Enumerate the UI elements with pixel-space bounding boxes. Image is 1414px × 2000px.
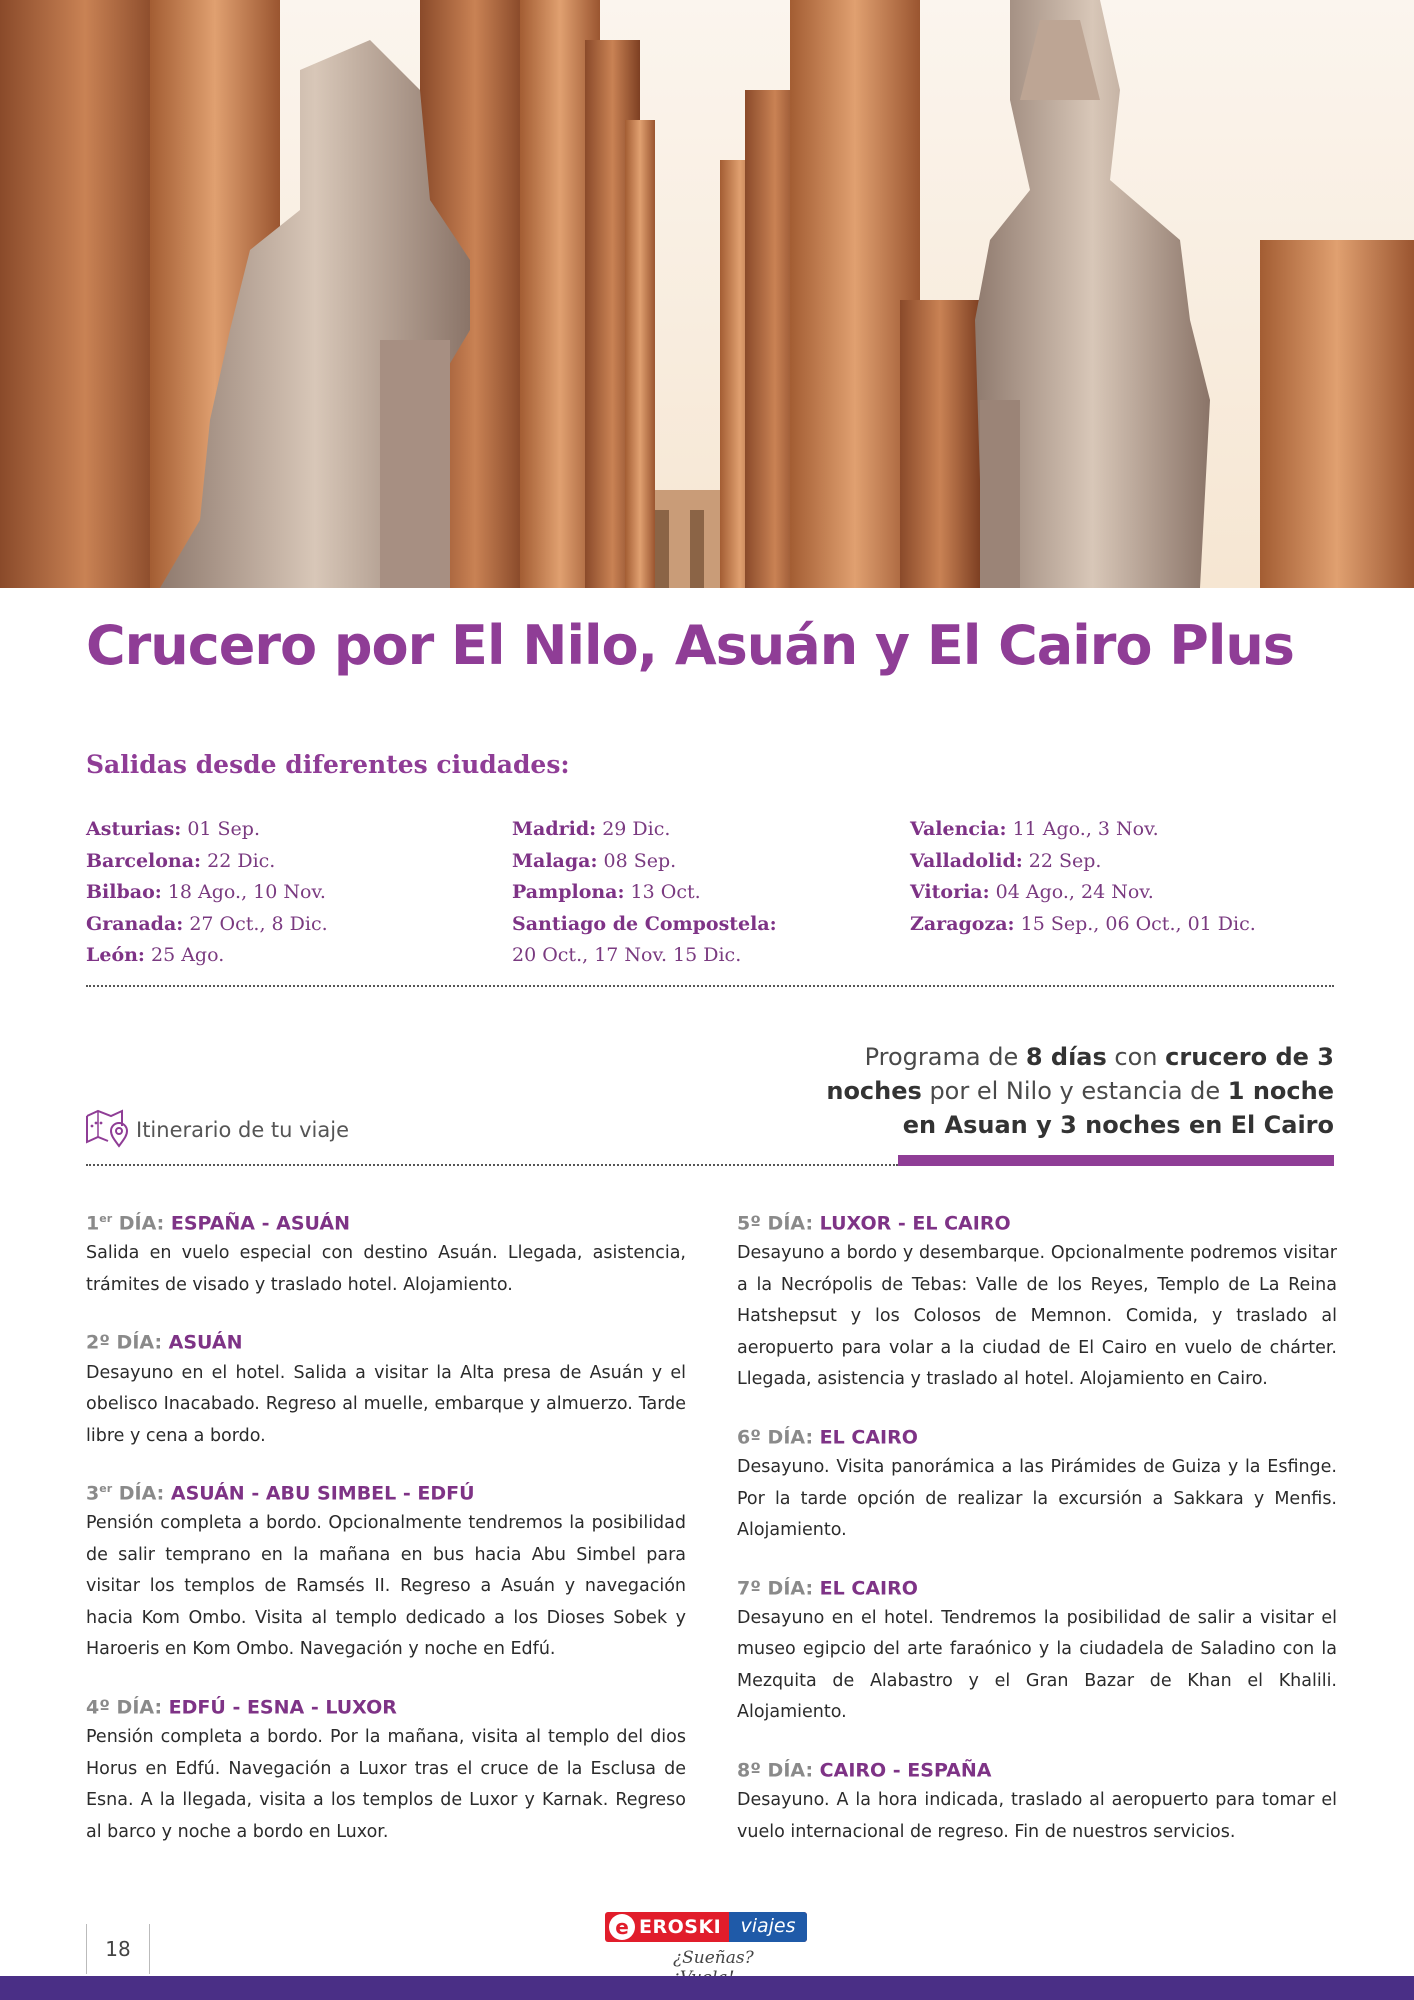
day-entry xyxy=(86,1204,686,1301)
day-description: Pensión completa a bordo. Opcionalmente tendremos la posibilidad de salir temprano en la mañana en bus hacia Abu Simbel para visitar los templos de Ramsés II. Regreso a Asuán y navegación hacia Kom Ombo. Visita al templo dedicado a los Dioses Sobek y Haroeris en Kom Ombo. Navegación y noche en Edfú. xyxy=(86,1513,686,1660)
departure-row: Malaga: 08 Sep. xyxy=(512,849,677,872)
departure-row: Santiago de Compostela: xyxy=(512,912,777,935)
logo-brand: EROSKI xyxy=(639,1916,722,1938)
day-entry xyxy=(86,1474,686,1666)
departure-row: León: 25 Ago. xyxy=(86,944,225,966)
hero-photo xyxy=(0,0,1414,588)
divider xyxy=(86,985,1334,987)
departure-row: Barcelona: 22 Dic. xyxy=(86,849,276,872)
eroski-viajes-logo xyxy=(605,1912,815,1976)
day-title: 3er DÍA: ASUÁN - ABU SIMBEL - EDFÚ xyxy=(86,1482,475,1505)
day-description: Desayuno en el hotel. Tendremos la posibilidad de salir a visitar el museo egipcio del arte faraónico y la ciudadela de Saladino con la Mezquita de Alabastro y el Gran Bazar de Khan el Khalili. Alojamiento. xyxy=(737,1607,1337,1723)
day-entry xyxy=(737,1418,1337,1547)
departure-row: Asturias: 01 Sep. xyxy=(86,818,260,840)
program-summary: Programa de 8 días con crucero de 3 noches por el Nilo y estancia de 1 noche en Asuan y 3 noches en El Cairo xyxy=(826,1043,1334,1139)
day-entry xyxy=(86,1323,686,1452)
day-description: Desayuno. A la hora indicada, traslado al aeropuerto para tomar el vuelo internacional de regreso. Fin de nuestros servicios. xyxy=(737,1790,1337,1842)
day-entry xyxy=(86,1688,686,1848)
departure-row: Bilbao: 18 Ago., 10 Nov. xyxy=(86,881,326,903)
day-title: 6º DÍA: EL CAIRO xyxy=(737,1426,918,1449)
departures-column-1 xyxy=(86,814,328,972)
departure-row: Vitoria: 04 Ago., 24 Nov. xyxy=(910,881,1154,903)
map-pin-icon xyxy=(84,1108,130,1152)
day-title: 2º DÍA: ASUÁN xyxy=(86,1331,243,1354)
day-description: Pensión completa a bordo. Por la mañana, visita al templo del dios Horus en Edfú. Navegación a Luxor tras el cruce de la Esclusa de Esna. A la llegada, visita a los templos de Luxor y Karnak. Regreso al barco y noche a bordo en Luxor. xyxy=(86,1727,686,1842)
day-title: 4º DÍA: EDFÚ - ESNA - LUXOR xyxy=(86,1696,397,1719)
page-title: Crucero por El Nilo, Asuán y El Cairo Plus xyxy=(86,614,1294,677)
departures-heading: Salidas desde diferentes ciudades: xyxy=(86,750,570,779)
logo-sub: viajes xyxy=(729,1912,807,1942)
day-description: Desayuno en el hotel. Salida a visitar la Alta presa de Asuán y el obelisco Inacabado. Regreso al muelle, embarque y almuerzo. Tarde libre y cena a bordo. xyxy=(86,1362,686,1446)
bottom-bar xyxy=(0,1976,1414,2000)
departure-row: Zaragoza: 15 Sep., 06 Oct., 01 Dic. xyxy=(910,912,1256,935)
day-description: Salida en vuelo especial con destino Asuán. Llegada, asistencia, trámites de visado y traslado hotel. Alojamiento. xyxy=(86,1243,686,1295)
days-column-right xyxy=(737,1204,1337,1870)
itinerary-label: Itinerario de tu viaje xyxy=(136,1118,350,1142)
day-title: 8º DÍA: CAIRO - ESPAÑA xyxy=(737,1759,992,1782)
departure-row: Pamplona: 13 Oct. xyxy=(512,881,701,903)
day-title: 1er DÍA: ESPAÑA - ASUÁN xyxy=(86,1212,350,1235)
day-entry xyxy=(737,1569,1337,1729)
day-title: 5º DÍA: LUXOR - EL CAIRO xyxy=(737,1212,1011,1235)
divider xyxy=(86,1164,898,1166)
logo-tagline: ¿Sueñas? xyxy=(673,1948,754,1968)
day-title: 7º DÍA: EL CAIRO xyxy=(737,1576,918,1599)
logo-e-icon: e xyxy=(609,1914,635,1940)
day-description: Desayuno. Visita panorámica a las Pirámides de Guiza y la Esfinge. Por la tarde opción de realizar la excursión a Sakkara y Menfis. Alojamiento. xyxy=(737,1457,1337,1541)
departure-row: Madrid: 29 Dic. xyxy=(512,818,671,840)
accent-bar xyxy=(898,1155,1334,1166)
itinerary-header xyxy=(84,1108,349,1152)
departure-row: 20 Oct., 17 Nov. 15 Dic. xyxy=(512,944,742,966)
day-entry xyxy=(737,1751,1337,1848)
departure-row: Granada: 27 Oct., 8 Dic. xyxy=(86,912,328,935)
day-description: Desayuno a bordo y desembarque. Opcionalmente podremos visitar a la Necrópolis de Tebas: Valle de los Reyes, Templo de La Reina Hatshepsut y los Colosos de Memnon. Comida, y traslado al aeropuerto para volar a la ciudad de El Cairo en vuelo de chárter. Llegada, asistencia y traslado al hotel. Alojamiento en Cairo. xyxy=(737,1243,1337,1390)
day-entry xyxy=(737,1204,1337,1396)
days-column-left xyxy=(86,1204,686,1870)
departure-row: Valladolid: 22 Sep. xyxy=(910,849,1102,872)
page-number: 18 xyxy=(86,1924,150,1974)
departure-row: Valencia: 11 Ago., 3 Nov. xyxy=(910,818,1159,840)
luxor-temple-illustration xyxy=(0,0,1414,588)
departures-column-3 xyxy=(910,814,1256,940)
departures-column-2 xyxy=(512,814,777,972)
